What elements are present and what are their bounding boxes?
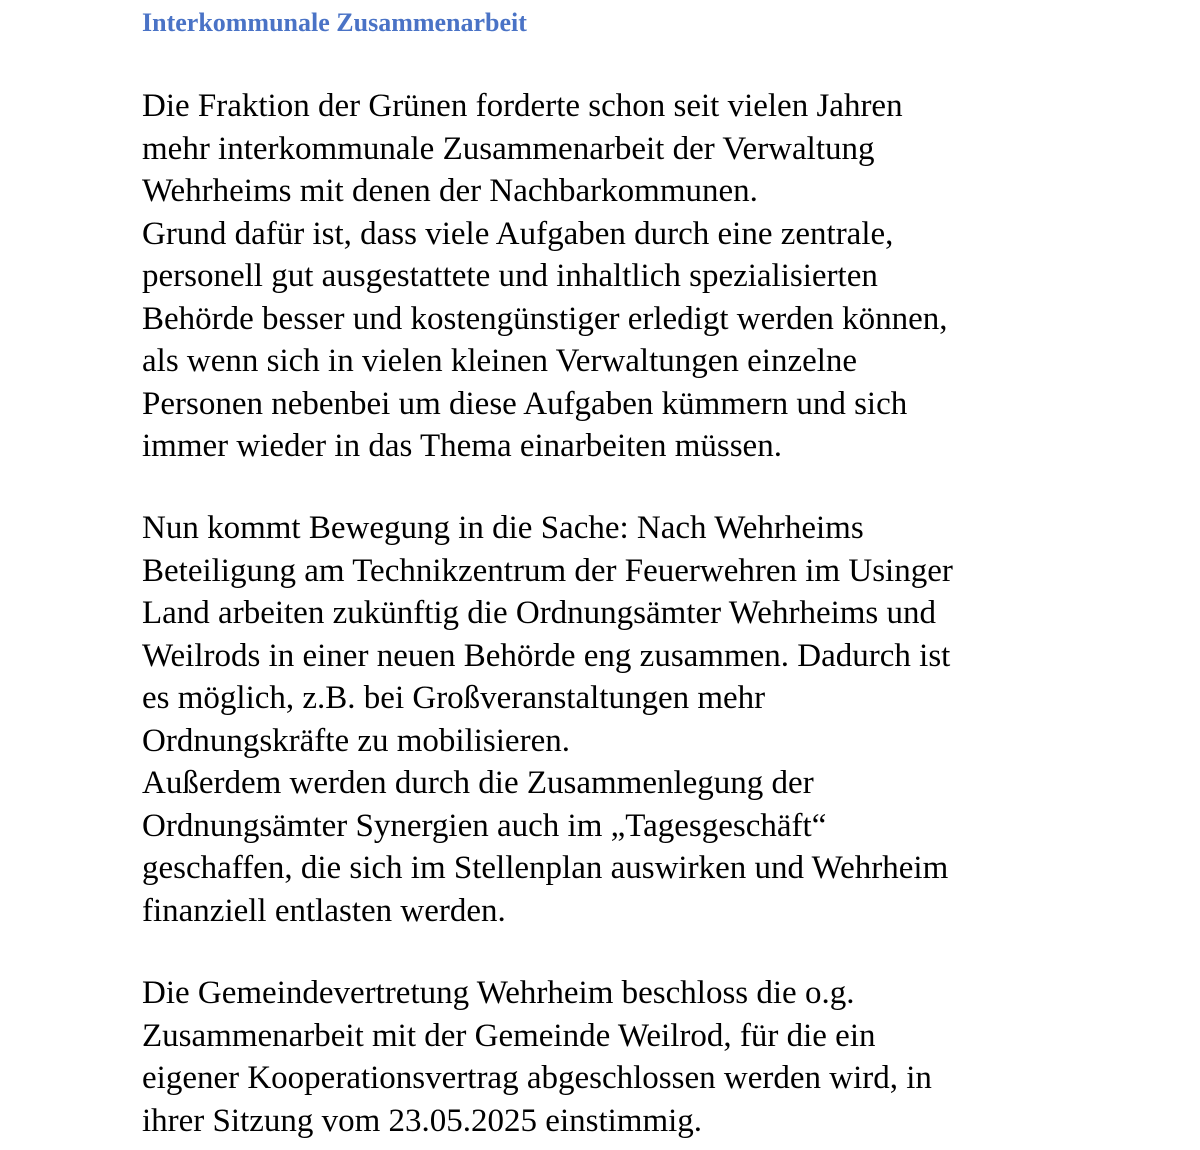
text-line: Grund dafür ist, dass viele Aufgaben durch eine zentrale, (142, 215, 894, 252)
text-line: Land arbeiten zukünftig die Ordnungsämter Wehrheims und (142, 595, 937, 631)
text-line: Die Fraktion der Grünen forderte schon seit vielen Jahren (142, 88, 903, 124)
text-line: ihrer Sitzung vom 23.05.2025 einstimmig. (142, 1102, 703, 1139)
text-line: Behörde besser und kostengünstiger erledigt werden können, (142, 300, 948, 337)
text-line: Personen nebenbei um diese Aufgaben kümmern und sich (142, 385, 908, 422)
document-page (142, 0, 1152, 1139)
paragraph-news (142, 507, 953, 932)
text-line: Die Gemeindevertretung Wehrheim beschloss die o.g. (142, 975, 855, 1011)
text-line: geschaffen, die sich im Stellenplan auswirken und Wehrheim (142, 850, 949, 886)
text-line: Außerdem werden durch die Zusammenlegung der (142, 765, 814, 801)
text-line: eigener Kooperationsvertrag abgeschlossen werden wird, in (142, 1060, 932, 1096)
text-line: Nun kommt Bewegung in die Sache: Nach Wehrheims (142, 510, 864, 546)
text-line: finanziell entlasten werden. (142, 892, 506, 929)
paragraph-intro (142, 85, 948, 468)
text-line: mehr interkommunale Zusammenarbeit der Verwaltung (142, 130, 875, 167)
document-heading: Interkommunale Zusammenarbeit (142, 8, 527, 37)
text-line: Weilrods in einer neuen Behörde eng zusammen. Dadurch ist (142, 637, 951, 674)
text-line: Ordnungsämter Synergien auch im „Tagesgeschäft“ (142, 807, 827, 844)
text-line: Ordnungskräfte zu mobilisieren. (142, 722, 570, 759)
text-line: als wenn sich in vielen kleinen Verwaltungen einzelne (142, 343, 858, 379)
text-line: es möglich, z.B. bei Großveranstaltungen mehr (142, 680, 766, 716)
text-line: Zusammenarbeit mit der Gemeinde Weilrod, für die ein (142, 1017, 876, 1054)
paragraph-decision (142, 972, 932, 1142)
text-line: immer wieder in das Thema einarbeiten müssen. (142, 428, 782, 464)
text-line: Beteiligung am Technikzentrum der Feuerwehren im Usinger (142, 552, 953, 589)
text-line: personell gut ausgestattete und inhaltlich spezialisierten (142, 258, 878, 294)
text-line: Wehrheims mit denen der Nachbarkommunen. (142, 173, 758, 209)
